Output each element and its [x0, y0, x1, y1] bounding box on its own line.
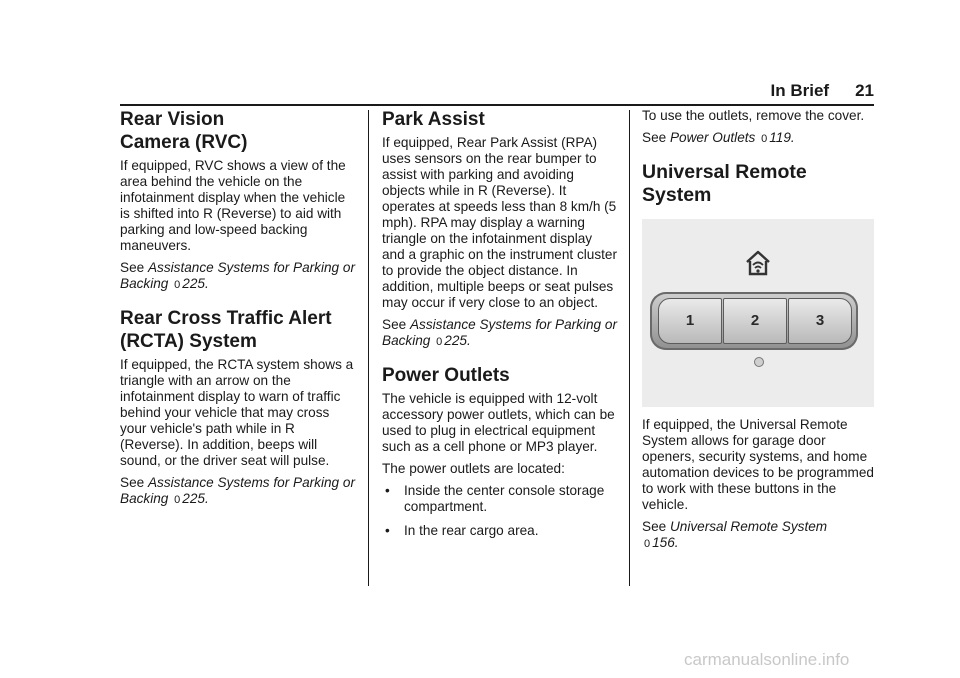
rvc-reference-link[interactable]: Assistance Systems for Parking or Backing: [120, 260, 355, 291]
power-outlets-heading: Power Outlets: [382, 365, 510, 386]
page-arrow-icon: 0: [436, 336, 443, 348]
outlets-continued: To use the outlets, remove the cover.: [642, 108, 865, 123]
rvc-page-ref[interactable]: 225.: [182, 276, 209, 291]
power-outlets-list: [382, 483, 618, 539]
park-see-reference: See Assistance Systems for Parking or Backing 0 225.: [382, 317, 617, 348]
watermark: carmanualsonline.info: [684, 650, 850, 669]
section-title: In Brief: [770, 81, 830, 100]
bullet-icon: •: [385, 523, 390, 538]
park-page-ref[interactable]: 225.: [444, 333, 471, 348]
column-divider: [368, 110, 369, 586]
remote-button-2[interactable]: 2: [723, 298, 787, 344]
park-assist-body: If equipped, Rear Park Assist (RPA) uses sensors on the rear bumper to assist with parking and avoiding objects while in R (Reverse). It operates at speeds less than 8 km/h (5 mph). RPA may display a warning triangle on the infotainment display and a graphic on the instrument cluster to provide the object distance. In addition, multiple beeps or seat pulses may occur if very close to an object.: [382, 135, 618, 310]
column-divider: [629, 110, 630, 586]
urs-reference-link[interactable]: Universal Remote System: [669, 519, 828, 534]
list-item: • In the rear cargo area.: [385, 523, 539, 538]
page-arrow-icon: 0: [761, 133, 768, 145]
rcta-reference-link[interactable]: Assistance Systems for Parking or Backing: [120, 475, 355, 506]
page-number: 21: [855, 81, 874, 100]
rvc-body: If equipped, RVC shows a view of the area behind the vehicle on the infotainment display when the vehicle is shifted into R (Reverse) to aid with parking and low-speed backing maneuvers.: [120, 158, 346, 253]
rcta-see-reference: See Assistance Systems for Parking or Backing 0 225.: [120, 475, 355, 506]
rcta-heading: Rear Cross Traffic Alert (RCTA) System: [120, 308, 332, 352]
universal-remote-heading: Universal Remote System: [642, 161, 807, 206]
outlets-reference-link[interactable]: Power Outlets: [669, 130, 756, 145]
rvc-see-reference: See Assistance Systems for Parking or Backing 0 225.: [120, 260, 355, 291]
power-outlets-located: The power outlets are located:: [382, 461, 565, 476]
power-outlets-body: The vehicle is equipped with 12-volt accessory power outlets, which can be used to plug in electrical equipment such as a cell phone or MP3 player.: [382, 391, 615, 454]
rcta-page-ref[interactable]: 225.: [182, 491, 209, 506]
column-3: [642, 108, 878, 558]
outlets-page-ref[interactable]: 119.: [769, 130, 795, 145]
remote-button-3[interactable]: 3: [788, 298, 852, 344]
page-header: [120, 82, 874, 106]
rcta-body: If equipped, the RCTA system shows a triangle with an arrow on the infotainment display to warn of traffic behind your vehicle that may cross your vehicle's path while in R (Reverse). In addition, beeps will sound, or the driver seat will pulse.: [120, 357, 354, 468]
urs-see-reference: See Universal Remote System 0 156.: [642, 519, 828, 550]
park-assist-heading: Park Assist: [382, 109, 485, 130]
urs-page-ref[interactable]: 156.: [652, 535, 679, 550]
column-1: [120, 108, 356, 514]
bullet-icon: •: [385, 483, 390, 498]
remote-button-1[interactable]: 1: [658, 298, 722, 344]
remote-button-bar: [650, 292, 858, 350]
page-arrow-icon: 0: [174, 494, 181, 506]
park-reference-link[interactable]: Assistance Systems for Parking or Backing: [382, 317, 617, 348]
page-arrow-icon: 0: [174, 279, 181, 291]
home-icon: [744, 249, 772, 277]
universal-remote-body: If equipped, the Universal Remote System allows for garage door openers, security systems, and home automation devices to be programmed to work with these buttons in the vehicle.: [642, 417, 874, 512]
indicator-light: [754, 357, 764, 367]
page-arrow-icon: 0: [644, 538, 651, 550]
outlets-see-reference: See Power Outlets 0 119.: [642, 130, 795, 145]
list-item: • Inside the center console storage compartment.: [385, 483, 605, 514]
universal-remote-figure: [642, 219, 874, 407]
column-2: [382, 108, 618, 547]
rvc-heading: Rear Vision Camera (RVC): [120, 109, 248, 153]
